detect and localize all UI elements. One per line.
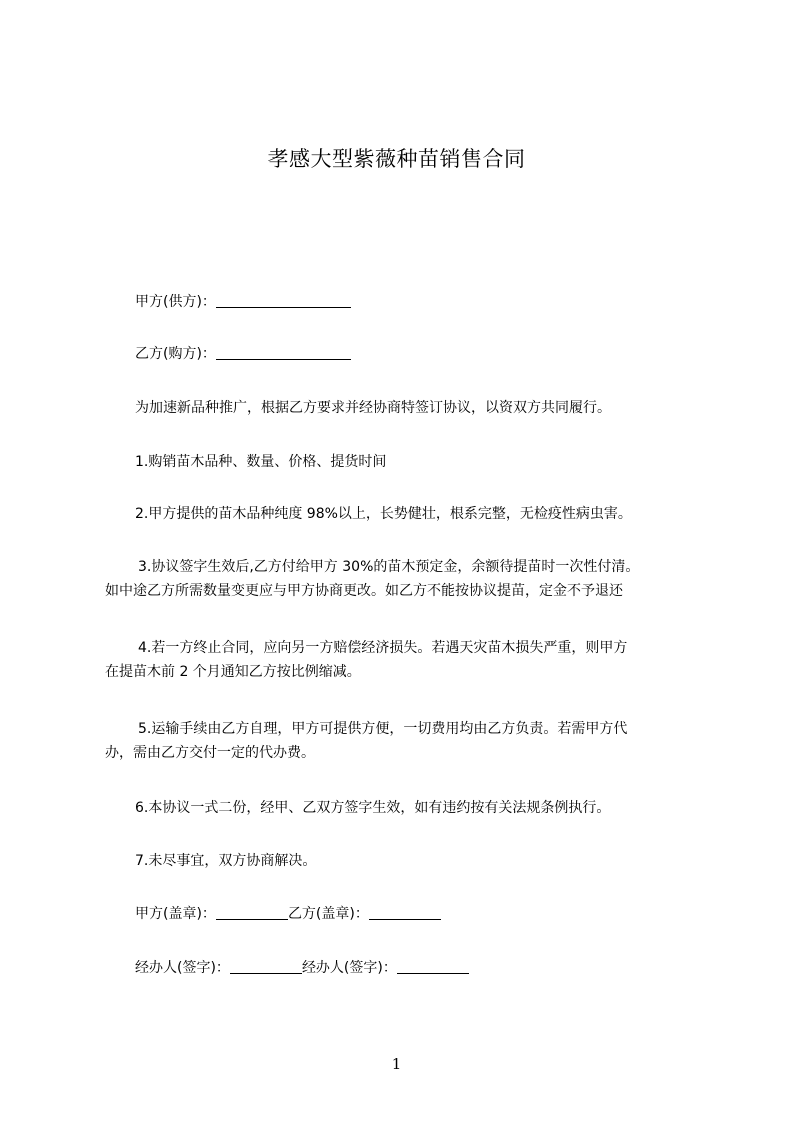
- seal-b-label: 乙方(盖章)：: [287, 906, 369, 922]
- seal-b-blank[interactable]: [369, 905, 441, 920]
- clause-6: 6.本协议一式二份，经甲、乙双方签字生效，如有违约按有关法规条例执行。: [135, 800, 611, 816]
- party-a-label: 甲方(供方)：: [135, 294, 216, 310]
- agent-b-label: 经办人(签字)：: [301, 960, 397, 976]
- page-number: 1: [391, 1055, 402, 1073]
- clause-4-line-2: 在提苗木前 2 个月通知乙方按比例缩减。: [105, 664, 361, 680]
- document-title: 孝感大型紫薇种苗销售合同: [267, 147, 526, 171]
- party-a-line: [105, 290, 735, 314]
- clause-1: 1.购销苗木品种、数量、价格、提货时间: [135, 454, 387, 470]
- party-a-blank[interactable]: [216, 293, 351, 308]
- clause-2: 2.甲方提供的苗木品种纯度 98%以上，长势健壮，根系完整，无检疫性病虫害。: [135, 506, 632, 522]
- party-b-blank[interactable]: [216, 345, 351, 360]
- party-b-label: 乙方(购方)：: [135, 346, 216, 362]
- clause-7: 7.未尽事宜，双方协商解决。: [135, 853, 317, 869]
- party-b-line: [105, 342, 735, 366]
- clause-5-line-2: 办，需由乙方交付一定的代办费。: [105, 745, 315, 761]
- seal-a-blank[interactable]: [216, 905, 288, 920]
- agent-a-blank[interactable]: [230, 959, 302, 974]
- clause-4-line-1: 4.若一方终止合同，应向另一方赔偿经济损失。若遇天灾苗木损失严重，则甲方: [138, 640, 628, 656]
- intro-paragraph: 为加速新品种推广，根据乙方要求并经协商特签订协议，以资双方共同履行。: [135, 400, 611, 416]
- seal-line: [105, 902, 735, 926]
- clause-3-line-2: 如中途乙方所需数量变更应与甲方协商更改。如乙方不能按协议提苗，定金不予退还: [105, 583, 623, 599]
- agent-b-blank[interactable]: [397, 959, 469, 974]
- clause-3-line-1: 3.协议签字生效后,乙方付给甲方 30%的苗木预定金，余额待提苗时一次性付清。: [138, 559, 640, 575]
- clause-5-line-1: 5.运输手续由乙方自理，甲方可提供方便，一切费用均由乙方负责。若需甲方代: [138, 721, 628, 737]
- agent-line: [105, 956, 735, 980]
- seal-a-label: 甲方(盖章)：: [135, 906, 216, 922]
- agent-a-label: 经办人(签字)：: [135, 960, 230, 976]
